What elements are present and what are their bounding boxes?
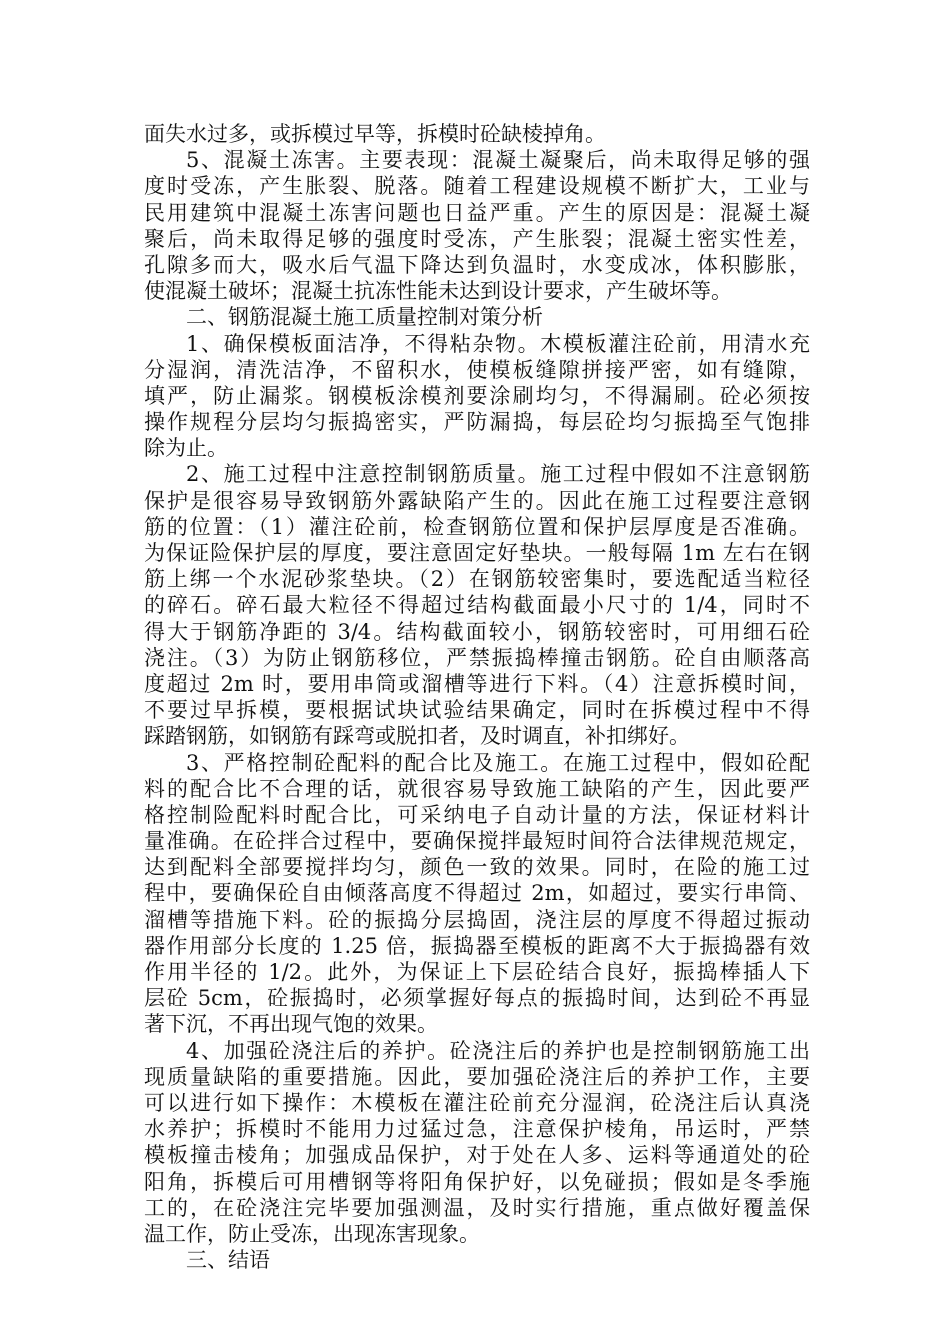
text-line: 分湿润，清洗洁净，不留积水，使模板缝隙拼接严密，如有缝隙， — [144, 357, 810, 382]
text-line: 量准确。在砼拌合过程中，要确保搅拌最短时间符合法律规范规定， — [144, 829, 810, 854]
text-line: 得大于钢筋净距的 3/4。结构截面较小，钢筋较密时，可用细石砼 — [144, 619, 810, 644]
text-line: 为保证险保护层的厚度，要注意固定好垫块。一般每隔 1m 左右在钢 — [144, 541, 810, 565]
text-line: 2、施工过程中注意控制钢筋质量。施工过程中假如不注意钢筋 — [186, 462, 810, 487]
text-line: 程中，要确保砼自由倾落高度不得超过 2m，如超过，要实行串筒、 — [144, 881, 810, 906]
text-line: 填严，防止漏浆。钢模板涂模剂要涂刷均匀，不得漏刷。砼必须按 — [144, 383, 810, 408]
text-line: 3、严格控制砼配料的配合比及施工。在施工过程中，假如砼配 — [186, 750, 810, 775]
text-line: 保护是很容易导致钢筋外露缺陷产生的。因此在施工过程要注意钢 — [144, 488, 810, 513]
text-line: 筋上绑一个水泥砂浆垫块。（2）在钢筋较密集时，要选配适当粒径 — [144, 567, 810, 592]
text-line: 操作规程分层均匀振捣密实，严防漏捣，每层砼均匀振捣至气饱排 — [144, 410, 810, 435]
text-line: 格控制险配料时配合比，可采纳电子自动计量的方法，保证材料计 — [144, 802, 810, 827]
text-line: 溜槽等措施下料。砼的振捣分层捣固，浇注层的厚度不得超过振动 — [144, 907, 810, 932]
text-line: 模板撞击棱角；加强成品保护，对于处在人多、运料等通道处的砼 — [144, 1143, 810, 1168]
text-line: 孔隙多而大，吸水后气温下降达到负温时，水变成冰，体积膨胀， — [144, 252, 810, 277]
text-line: 除为止。 — [144, 436, 228, 461]
text-line: 4、加强砼浇注后的养护。砼浇注后的养护也是控制钢筋施工出 — [186, 1038, 810, 1063]
text-line: 5、混凝土冻害。主要表现：混凝土凝聚后，尚未取得足够的强 — [186, 148, 810, 173]
text-line: 筋的位置：（1）灌注砼前，检查钢筋位置和保护层厚度是否准确。 — [144, 514, 810, 539]
text-line: 聚后，尚未取得足够的强度时受冻，产生胀裂；混凝土密实性差， — [144, 226, 810, 251]
text-line: 达到配料全部要搅拌均匀，颜色一致的效果。同时，在险的施工过 — [144, 855, 810, 880]
text-line: 器作用部分长度的 1.25 倍，振捣器至模板的距离不大于振捣器有效 — [144, 933, 810, 958]
text-line: 不要过早拆模，要根据试块试验结果确定，同时在拆模过程中不得 — [144, 698, 810, 723]
text-line: 层砼 5cm，砼振捣时，必须掌握好每点的振捣时间，达到砼不再显 — [144, 986, 810, 1011]
text-line: 面失水过多，或拆模过早等，拆模时砼缺棱掉角。 — [144, 122, 606, 146]
text-line: 工的，在砼浇注完毕要加强测温，及时实行措施，重点做好覆盖保 — [144, 1195, 810, 1220]
text-line: 作用半径的 1/2。此外，为保证上下层砼结合良好，振捣棒插人下 — [144, 960, 810, 984]
text-line: 料的配合比不合理的话，就很容易导致施工缺陷的产生，因此要严 — [144, 776, 810, 801]
text-line: 民用建筑中混凝土冻害问题也日益严重。产生的原因是：混凝土凝 — [144, 200, 810, 225]
text-line: 度时受冻，产生胀裂、脱落。随着工程建设规模不断扩大，工业与 — [144, 174, 810, 199]
text-line: 使混凝土破坏；混凝土抗冻性能未达到设计要求，产生破坏等。 — [144, 279, 732, 304]
text-line: 著下沉，不再出现气饱的效果。 — [144, 1012, 438, 1037]
text-line: 踩踏钢筋，如钢筋有踩弯或脱扣者，及时调直，补扣绑好。 — [144, 724, 690, 749]
text-line: 可以进行如下操作：木模板在灌注砼前充分湿润，砼浇注后认真浇 — [144, 1090, 810, 1115]
text-line: 现质量缺陷的重要措施。因此，要加强砼浇注后的养护工作，主要 — [144, 1064, 810, 1089]
document-page — [144, 121, 810, 1273]
text-line: 1、确保模板面洁净，不得粘杂物。木模板灌注砼前，用清水充 — [186, 331, 810, 356]
text-line: 度超过 2m 时，要用串筒或溜槽等进行下料。（4）注意拆模时间， — [144, 671, 810, 696]
text-line: 浇注。（3）为防止钢筋移位，严禁振捣棒撞击钢筋。砼自由顺落高 — [144, 645, 810, 670]
text-line: 阳角，拆模后可用槽钢等将阳角保护好，以免碰损；假如是冬季施 — [144, 1169, 810, 1194]
text-line: 温工作，防止受冻，出现冻害现象。 — [144, 1221, 480, 1246]
text-line: 水养护；拆模时不能用力过猛过急，注意保护棱角，吊运时，严禁 — [144, 1117, 810, 1142]
text-line: 二、钢筋混凝土施工质量控制对策分析 — [186, 305, 543, 330]
text-line: 三、结语 — [186, 1248, 270, 1273]
text-line: 的碎石。碎石最大粒径不得超过结构截面最小尺寸的 1/4，同时不 — [144, 593, 810, 618]
